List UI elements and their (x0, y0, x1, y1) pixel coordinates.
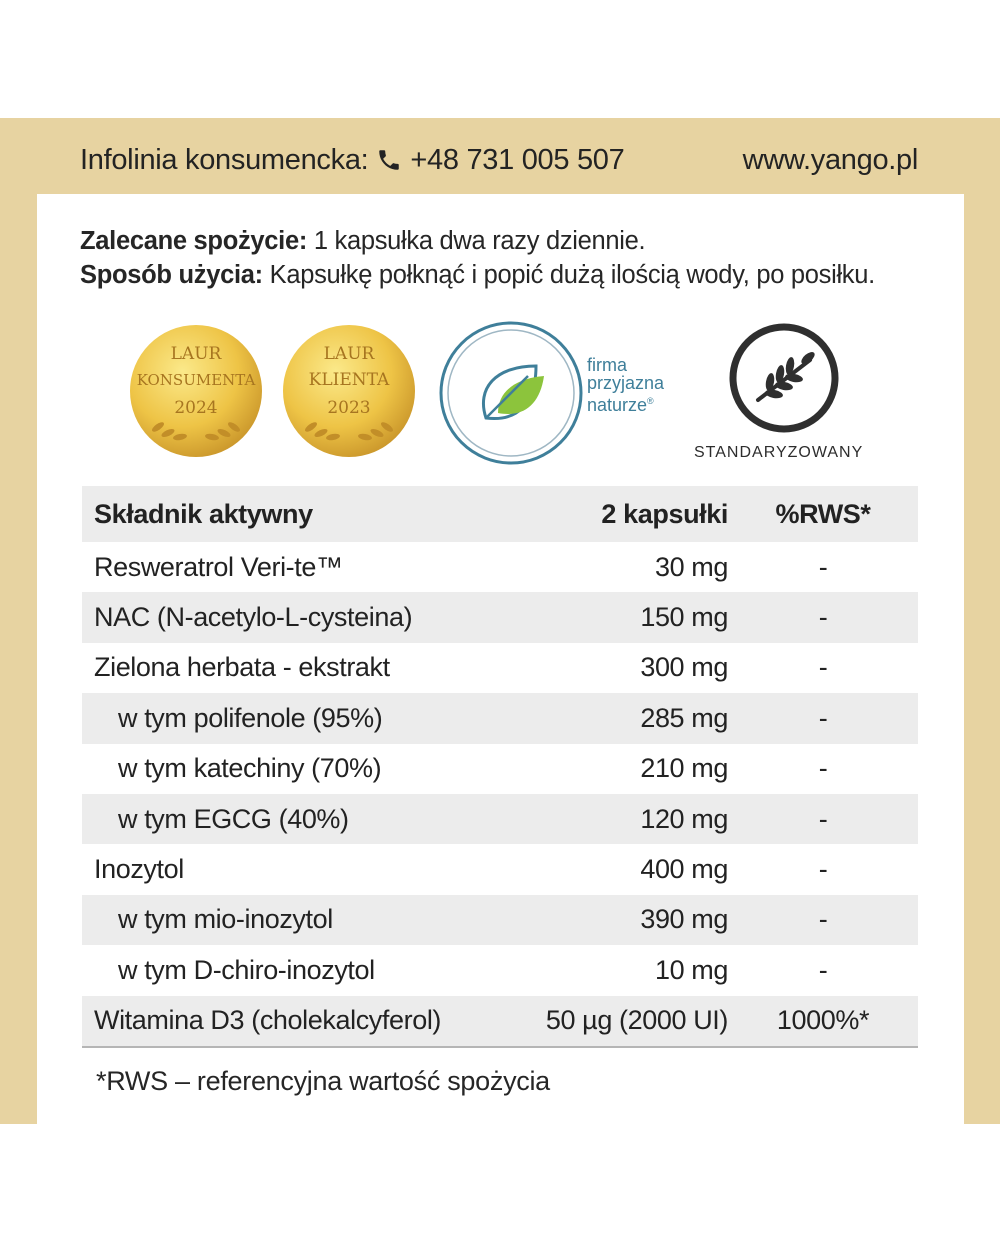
table-row (82, 643, 918, 693)
method-label: Sposób użycia: (80, 261, 263, 289)
ingredient-rws: - (728, 693, 918, 743)
table-row (82, 592, 918, 642)
laur-klienta-badge (281, 323, 417, 459)
ingredient-rws: - (818, 753, 828, 784)
ingredient-rws: - (728, 794, 918, 844)
ingredient-name: Resweratrol Veri-te™ (94, 551, 343, 582)
ingredient-rws: 1000%* (728, 996, 918, 1047)
usage-section (80, 224, 920, 292)
laur2-year: 2023 (327, 398, 371, 418)
ingredient-amount: 30 mg (654, 551, 728, 582)
eco-line2: przyjazna (587, 373, 665, 393)
eco-text (587, 356, 664, 414)
table-row (82, 693, 918, 743)
eco-line3: naturze® (587, 395, 654, 415)
ingredient-amount: 400 mg (640, 854, 728, 885)
ingredient-amount: 10 mg (654, 954, 728, 985)
hotline (80, 140, 624, 180)
table-row (82, 794, 918, 844)
ingredient-amount: 50 µg (2000 UI) (518, 996, 728, 1047)
ingredient-name: w tym D-chiro-inozytol (118, 954, 375, 985)
table-row (82, 844, 918, 894)
laur1-year: 2024 (174, 398, 218, 418)
ingredient-rws: - (818, 551, 828, 582)
ingredient-name: w tym EGCG (40%) (82, 794, 518, 844)
ingredient-amount: 300 mg (640, 652, 728, 683)
ingredient-name: NAC (N-acetylo-L-cysteina) (82, 592, 518, 642)
laur2-line2: KLIENTA (308, 370, 390, 390)
ingredient-amount: 120 mg (518, 794, 728, 844)
laur2-line1: LAUR (323, 344, 375, 364)
eco-leaf-icon (436, 318, 586, 468)
phone-number[interactable]: +48 731 005 507 (410, 143, 625, 176)
ingredient-name: w tym mio-inozytol (82, 895, 518, 945)
ingredient-amount: 210 mg (640, 753, 728, 784)
website-link[interactable]: www.yango.pl (742, 143, 918, 176)
ingredient-name: Inozytol (94, 854, 184, 885)
standardized-label: STANDARYZOWANY (694, 444, 864, 461)
herb-standardized-icon (728, 322, 840, 434)
table-row (82, 945, 918, 995)
header-amount: 2 kapsułki (518, 486, 728, 542)
dose-label: Zalecane spożycie: (80, 227, 308, 255)
method-line (80, 258, 920, 292)
phone-icon (376, 147, 402, 173)
ingredient-rws: - (728, 592, 918, 642)
dose-line (80, 224, 920, 258)
table-header-row (82, 486, 918, 542)
hotline-label: Infolinia konsumencka: (80, 143, 369, 176)
ingredient-rws: - (818, 854, 828, 885)
dose-text: 1 kapsułka dwa razy dziennie. (307, 227, 646, 255)
ingredient-name: w tym polifenole (95%) (82, 693, 518, 743)
laur1-line2: KONSUMENTA (136, 371, 256, 389)
laur-konsumenta-badge (128, 323, 264, 459)
ingredient-amount: 150 mg (518, 592, 728, 642)
header-ingredient: Składnik aktywny (82, 486, 518, 542)
method-text: Kapsułkę połknąć i popić dużą ilością wody, po posiłku. (262, 261, 875, 289)
laur1-line1: LAUR (170, 344, 222, 364)
table-row (82, 744, 918, 794)
table-row (82, 542, 918, 592)
table-row (82, 996, 918, 1047)
ingredient-rws: - (728, 895, 918, 945)
rws-footnote: *RWS – referencyjna wartość spożycia (96, 1066, 550, 1096)
ingredient-amount: 390 mg (518, 895, 728, 945)
ingredient-name: w tym katechiny (70%) (118, 753, 382, 784)
table-row (82, 895, 918, 945)
ingredients-table (82, 486, 918, 1048)
ingredient-name: Witamina D3 (cholekalcyferol) (82, 996, 518, 1047)
ingredient-rws: - (818, 954, 828, 985)
ingredient-rws: - (818, 652, 828, 683)
eco-line1: firma (587, 355, 627, 375)
header-rws: %RWS* (728, 486, 918, 542)
ingredient-amount: 285 mg (518, 693, 728, 743)
ingredient-name: Zielona herbata - ekstrakt (94, 652, 390, 683)
